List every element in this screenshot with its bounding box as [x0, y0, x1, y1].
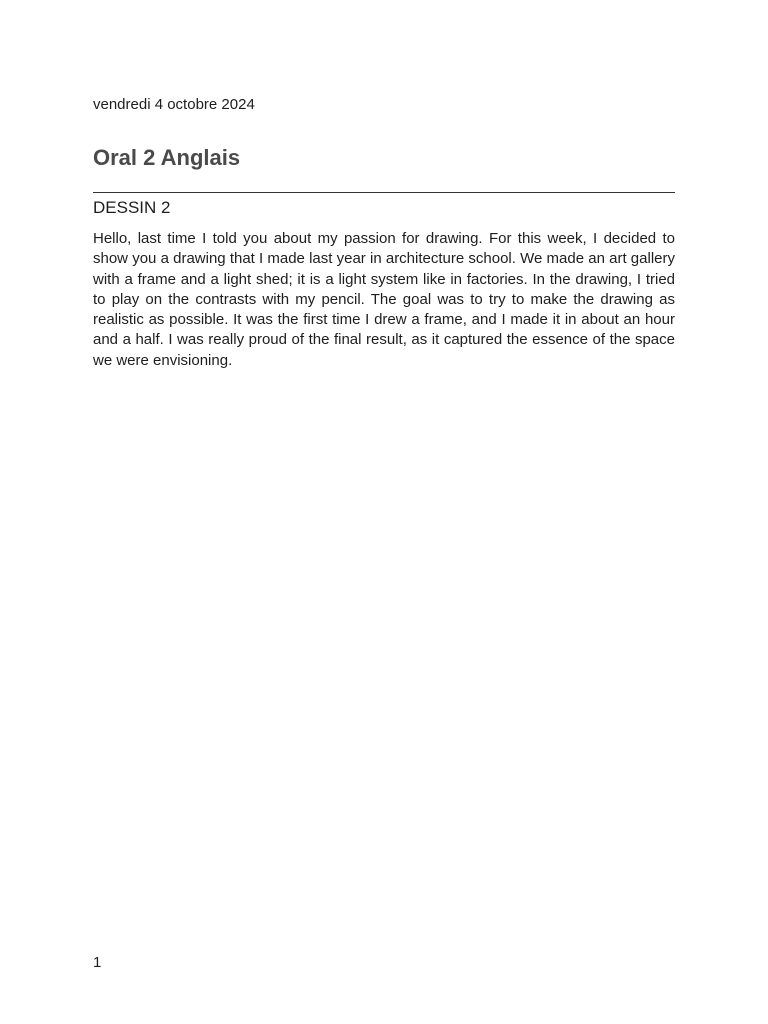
- body-paragraph: Hello, last time I told you about my passion for drawing. For this week, I decided to show you a drawing that I made last year in architecture school. We made an art gallery with a frame and a light shed; it is a light system like in factories. In the drawing, I tried to play on the contrasts with my pencil. The goal was to try to make the drawing as realistic as possible. It was the first time I drew a frame, and I made it in about an hour and a half. I was really proud of the final result, as it captured the essence of the space we were envisioning.: [93, 230, 675, 369]
- document-title: Oral 2 Anglais: [93, 145, 241, 170]
- document-date: vendredi 4 octobre 2024: [93, 96, 255, 113]
- title-divider: [93, 192, 675, 193]
- page-number: 1: [93, 954, 102, 971]
- section-heading: DESSIN 2: [93, 198, 171, 217]
